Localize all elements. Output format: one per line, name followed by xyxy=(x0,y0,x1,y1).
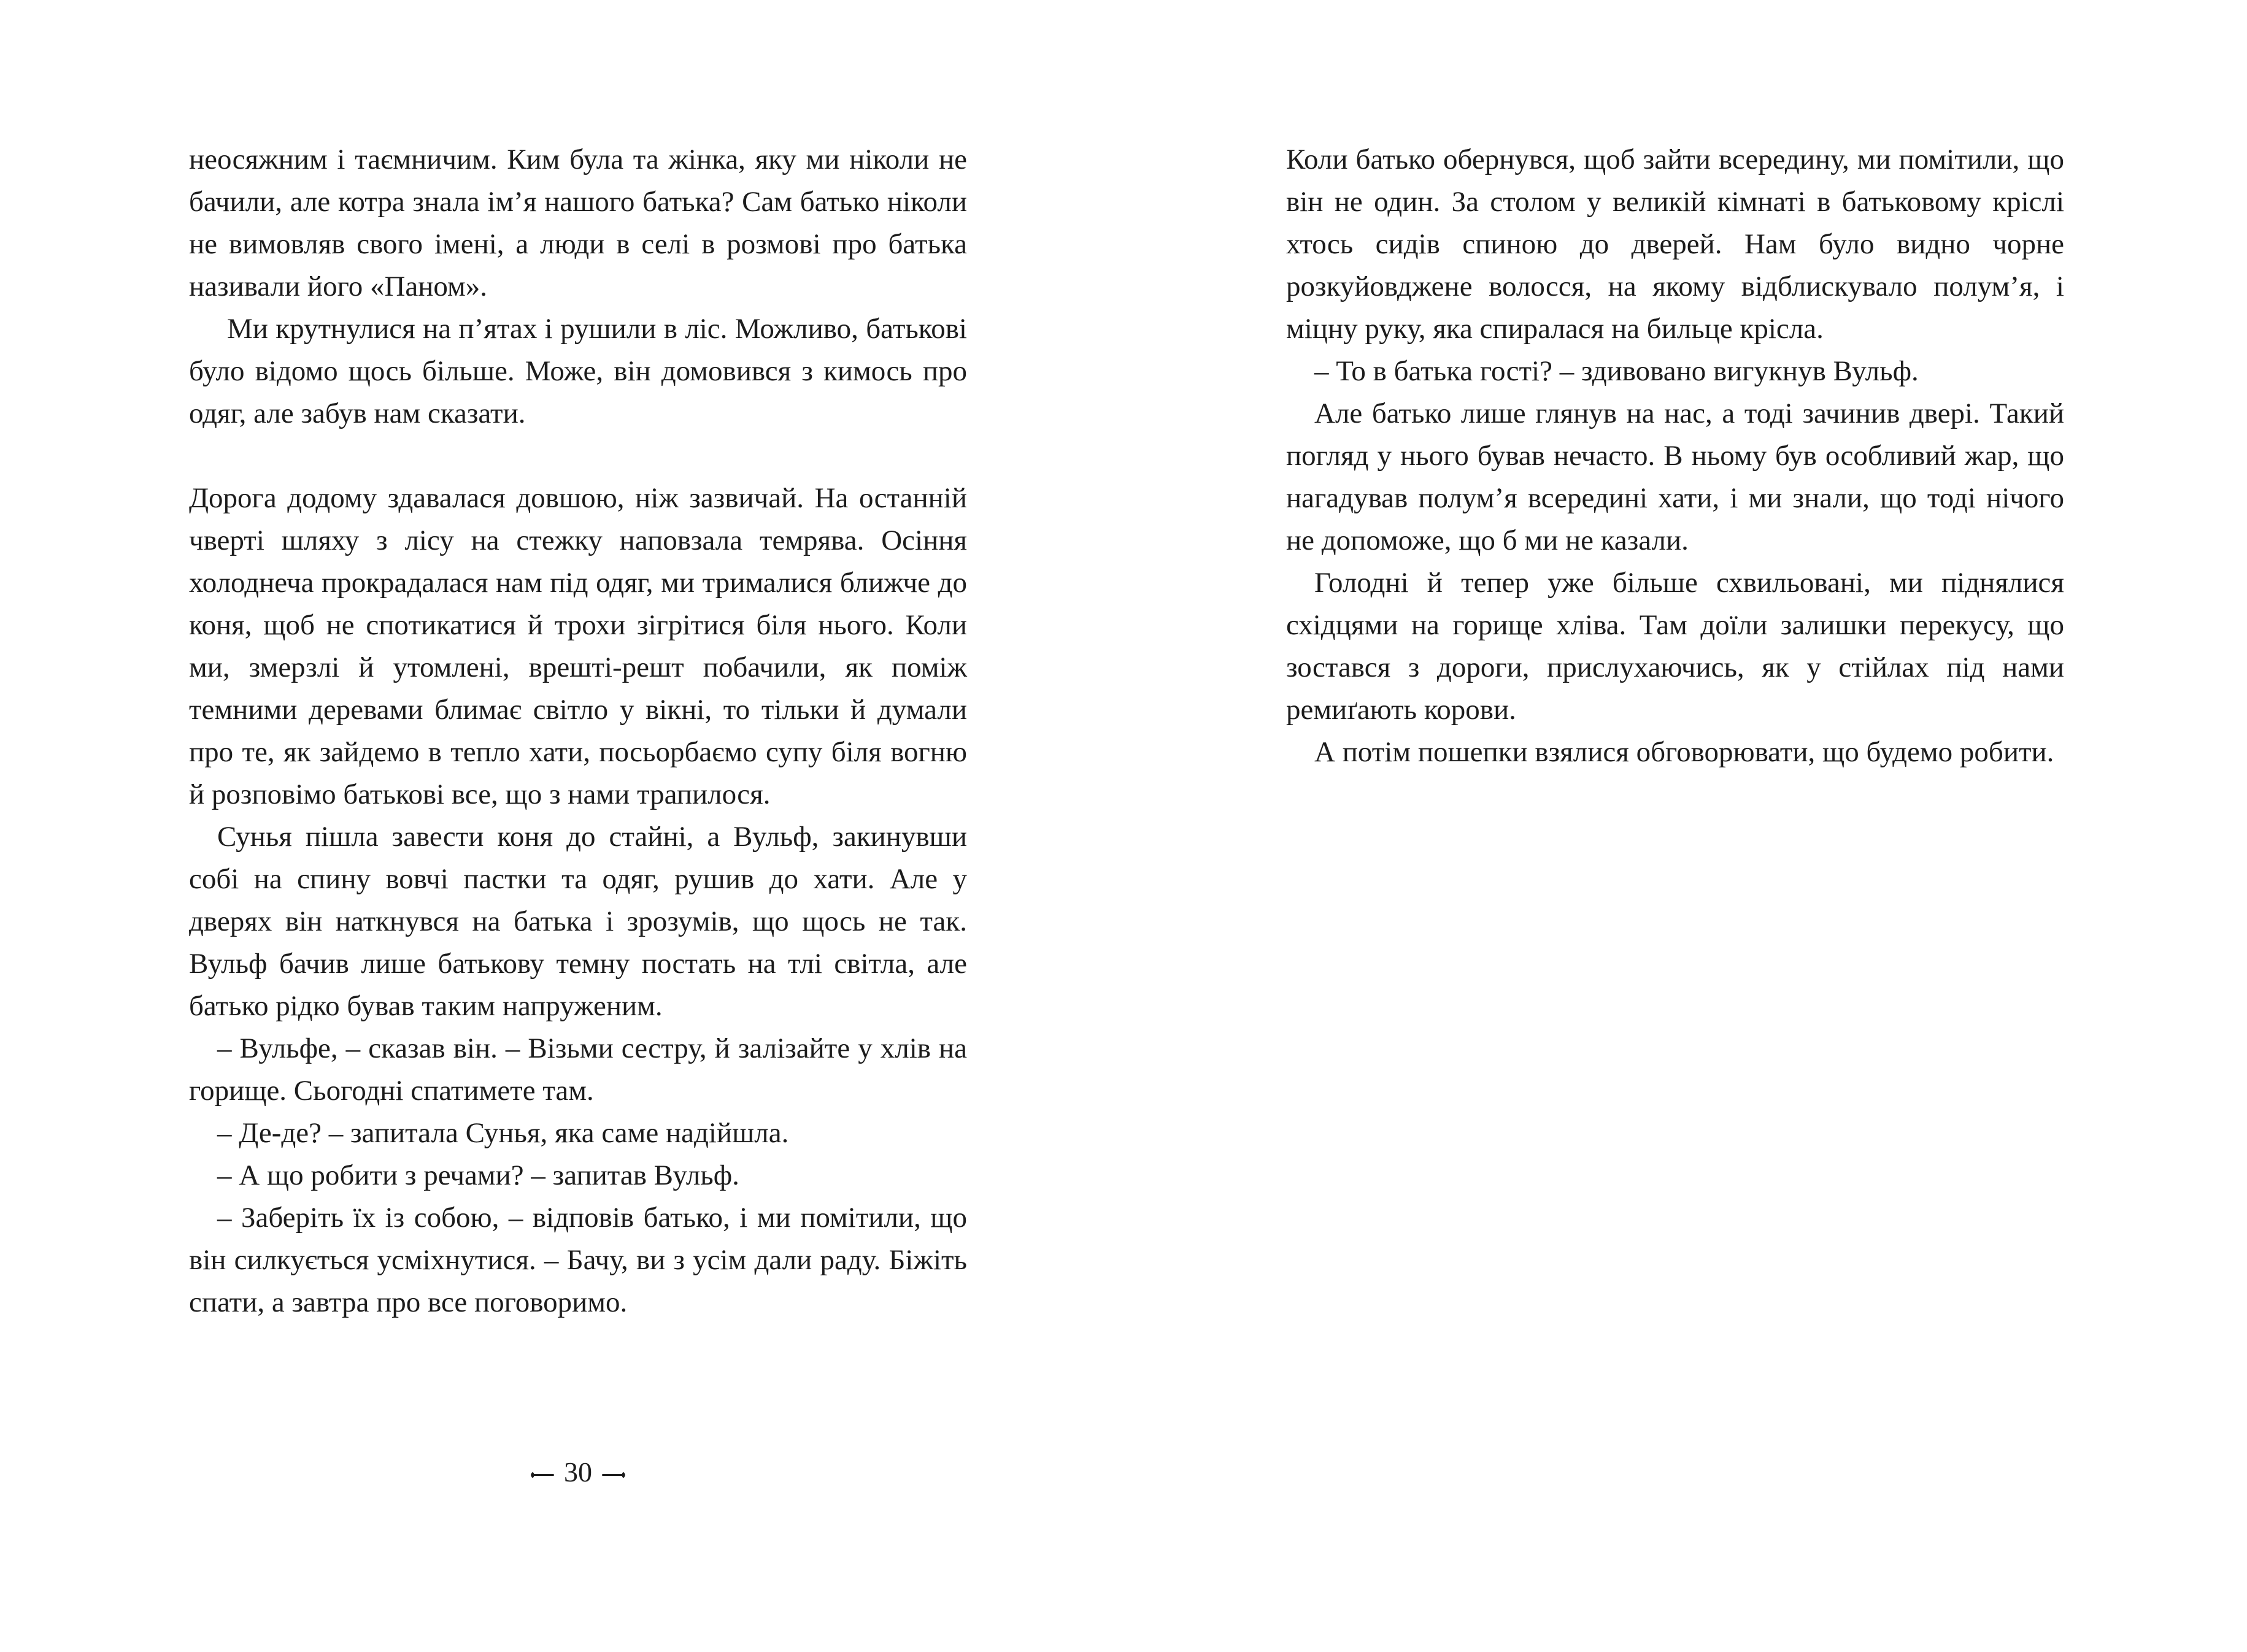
folio-ornament-right xyxy=(602,1473,625,1477)
dialogue-line: – Вульфе, – сказав він. – Візьми сестру, й залізайте у хлів на горище. Сьогодні спатимете там. xyxy=(189,1032,967,1107)
paragraph: А потім пошепки взялися обговорювати, що будемо робити. xyxy=(1314,736,2054,768)
paragraph: Коли батько обернувся, щоб зайти всередину, ми помітили, що він не один. За столом у великій кімнаті в батьковому кріслі хтось сидів спиною до дверей. Нам було видно чорне розкуйовджене волосся, на якому відблискувало полум’я, і міцну руку, яка спиралася на бильце крісла. xyxy=(1286,144,2064,345)
paragraph: Дорога додому здавалася довшою, ніж зазвичай. На останній чверті шляху з лісу на стежку наповзала темрява. Осіння холоднеча прокрадалася нам під одяг, ми трималися ближче до коня, щоб не спотикатися й трохи зігрітися біля нього. Коли ми, змерзлі й утомлені, врешті-решт побачили, як поміж темними деревами блимає світло у вікні, то тільки й думали про те, як зайдемо в тепло хати, посьорбаємо супу біля вогню й розповімо батькові все, що з нами трапилося. xyxy=(189,482,967,810)
page-number xyxy=(189,1454,967,1491)
folio-ornament-left xyxy=(531,1473,554,1477)
dialogue-line: – Де-де? – запитала Сунья, яка саме надійшла. xyxy=(217,1117,789,1149)
paragraph: Але батько лише глянув на нас, а тоді зачинив двері. Такий погляд у нього бував нечасто. В ньому був особливий жар, що нагадував полум’я всередині хати, і ми знали, що тоді нічого не допоможе, що б ми не казали. xyxy=(1286,398,2064,556)
dialogue-line: – То в батька гості? – здивовано вигукнув Вульф. xyxy=(1314,355,1919,387)
paragraph: неосяжним і таємничим. Ким була та жінка, яку ми ніколи не бачили, але котра знала ім’я нашого батька? Сам батько ніколи не вимовляв свого імені, а люди в селі в розмові про батька називали його «Паном». xyxy=(189,144,967,302)
paragraph: Сунья пішла завести коня до стайні, а Вульф, закинувши собі на спину вовчі пастки та одяг, рушив до хати. Але у дверях він наткнувся на батька і зрозумів, що щось не так. Вульф бачив лише батькову темну постать на тлі світла, але батько рідко бував таким напруженим. xyxy=(189,821,967,1022)
right-page-text xyxy=(1286,139,2064,774)
dialogue-line: – Заберіть їх із собою, – відповів батько, і ми помітили, що він силкується усміхнутися. – Бачу, ви з усім дали раду. Біжіть спати, а завтра про все поговоримо. xyxy=(189,1202,967,1318)
dialogue-line: – А що робити з речами? – запитав Вульф. xyxy=(217,1159,739,1191)
page-number-text: 30 xyxy=(564,1456,592,1488)
section-break xyxy=(189,435,967,477)
right-page xyxy=(1124,0,2247,1652)
paragraph: Голодні й тепер уже більше схвильовані, ми піднялися східцями на горище хліва. Там доїли залишки перекусу, що зостався з дороги, прислухаючись, як у стійлах під нами ремиґають корови. xyxy=(1286,567,2064,726)
left-page-text xyxy=(189,139,967,1324)
paragraph: Ми крутнулися на п’ятах і рушили в ліс. Можливо, батькові було відомо щось більше. Може, він домовився з кимось про одяг, але забув нам сказати. xyxy=(189,313,967,429)
